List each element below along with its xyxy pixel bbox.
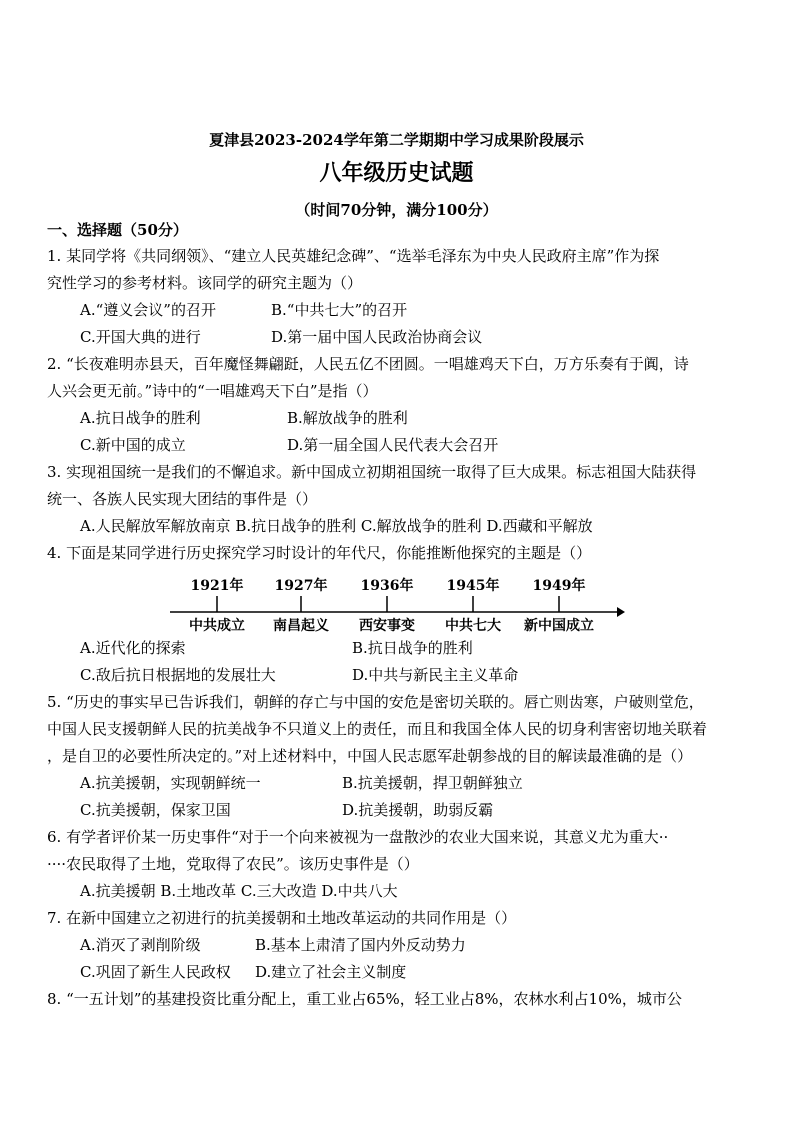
- q1-option-a: A.“遵义会议”的召开: [80, 301, 216, 319]
- q4-option-d: D.中共与新民主主义革命: [352, 666, 519, 684]
- q2-option-d: D.第一届全国人民代表大会召开: [287, 436, 499, 454]
- timeline-year: 1945年: [446, 578, 500, 594]
- q5-option-b: B.抗美援朝，捍卫朝鲜独立: [342, 774, 523, 792]
- question-1-line-1: 1. 某同学将《共同纲领》、“建立人民英雄纪念碑”、“选举毛泽东为中央人民政府主席”作为探: [47, 247, 660, 265]
- timeline-event: 中共成立: [189, 618, 245, 634]
- q1-option-b: B.“中共七大”的召开: [271, 301, 408, 319]
- q2-option-b: B.解放战争的胜利: [287, 409, 408, 427]
- q7-option-a: A.消灭了剥削阶级: [80, 936, 201, 954]
- question-4-line-1: 4. 下面是某同学进行历史探究学习时设计的年代尺，你能推断他探究的主题是（）: [47, 544, 592, 562]
- question-2-line-1: 2. “长夜难明赤县天，百年魔怪舞翩跹，人民五亿不团圆。一唱雄鸡天下白，万方乐奏有于阗，诗: [47, 355, 689, 373]
- timeline-event: 新中国成立: [524, 618, 594, 634]
- timeline-event: 西安事变: [359, 618, 415, 634]
- q4-option-a: A.近代化的探索: [80, 639, 186, 657]
- q4-option-c: C.敌后抗日根据地的发展壮大: [80, 666, 276, 684]
- q2-option-c: C.新中国的成立: [80, 436, 186, 454]
- q5-option-c: C.抗美援朝，保家卫国: [80, 801, 231, 819]
- q7-option-d: D.建立了社会主义制度: [255, 963, 407, 981]
- q5-option-a: A.抗美援朝，实现朝鲜统一: [80, 774, 261, 792]
- question-2-line-2: 人兴会更无前。”诗中的“一唱雄鸡天下白”是指（）: [47, 382, 378, 400]
- timeline-figure: [165, 574, 625, 634]
- q3-options: A.人民解放军解放南京 B.抗日战争的胜利 C.解放战争的胜利 D.西藏和平解放: [80, 517, 593, 535]
- timeline-event: 南昌起义: [273, 618, 329, 634]
- question-5-line-2: 中国人民支援朝鲜人民的抗美战争不只道义上的责任，而且和我国全体人民的切身利害密切地关联着: [47, 720, 708, 738]
- question-3-line-1: 3. 实现祖国统一是我们的不懈追求。新中国成立初期祖国统一取得了巨大成果。标志祖国大陆获得: [47, 463, 697, 481]
- timeline-event: 中共七大: [445, 618, 501, 634]
- q6-options: A.抗美援朝 B.土地改革 C.三大改造 D.中共八大: [80, 882, 398, 900]
- q7-option-c: C.巩固了新生人民政权: [80, 963, 231, 981]
- q7-option-b: B.基本上肃清了国内外反动势力: [255, 936, 466, 954]
- q5-option-d: D.抗美援朝，助弱反霸: [342, 801, 494, 819]
- q4-option-b: B.抗日战争的胜利: [352, 639, 473, 657]
- q1-option-d: D.第一届中国人民政治协商会议: [271, 328, 483, 346]
- question-6-line-1: 6. 有学者评价某一历史事件“对于一个向来被视为一盘散沙的农业大国来说，其意义尤为重大··: [47, 828, 669, 846]
- timeline-arrow-icon: [617, 607, 625, 617]
- section-title: 一、选择题（50分）: [47, 221, 188, 239]
- exam-title: 夏津县2023-2024学年第二学期期中学习成果阶段展示: [209, 131, 584, 149]
- question-6-line-2: ····农民取得了土地，党取得了农民”。该历史事件是（）: [47, 855, 419, 873]
- question-5-line-3: ，是自卫的必要性所决定的。”对上述材料中，中国人民志愿军赴朝参战的目的解读最准确的是（）: [47, 747, 693, 765]
- timeline-year: 1936年: [360, 578, 414, 594]
- q1-option-c: C.开国大典的进行: [80, 328, 201, 346]
- timeline-year: 1921年: [190, 578, 244, 594]
- question-8-line-1: 8. “一五计划”的基建投资比重分配上，重工业占65%，轻工业占8%，农林水利占10%，城市公: [47, 990, 682, 1008]
- timeline-year: 1949年: [532, 578, 586, 594]
- q2-option-a: A.抗日战争的胜利: [80, 409, 201, 427]
- subject-title: 八年级历史试题: [319, 160, 474, 186]
- question-1-line-2: 究性学习的参考材料。该同学的研究主题为（）: [47, 274, 363, 292]
- exam-info: （时间70分钟，满分100分）: [295, 201, 498, 219]
- question-7-line-1: 7. 在新中国建立之初进行的抗美援朝和土地改革运动的共同作用是（）: [47, 909, 517, 927]
- question-5-line-1: 5. “历史的事实早已告诉我们，朝鲜的存亡与中国的安危是密切关联的。唇亡则齿寒，户破则堂危，: [47, 693, 704, 711]
- question-3-line-2: 统一、各族人民实现大团结的事件是（）: [47, 490, 318, 508]
- timeline-year: 1927年: [274, 578, 328, 594]
